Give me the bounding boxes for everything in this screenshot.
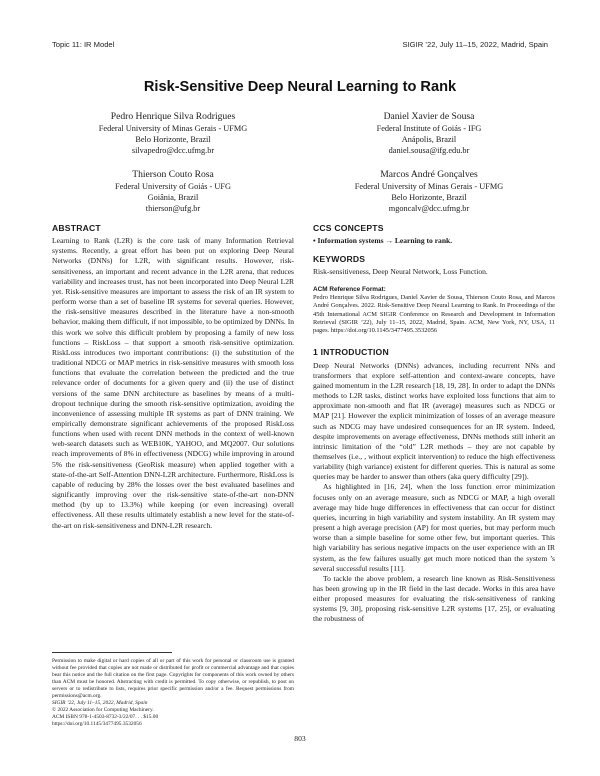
author-name: Daniel Xavier de Sousa [383,111,475,122]
conference-line: SIGIR ’22, July 11–15, 2022, Madrid, Spain [52,699,148,706]
abstract-section [52,223,294,531]
running-header-right: SIGIR ’22, July 11–15, 2022, Madrid, Spain [402,40,548,49]
author-block [309,111,549,157]
author-affiliation: Federal University of Minas Gerais - UFMG [98,124,248,133]
acm-reference [313,286,555,336]
author-block [53,169,293,215]
ccs-item: • Information systems → Learning to rank. [313,236,453,246]
intro-paragraph: To tackle the above problem, a research line known as Risk-Sensitiveness has been growing up in the IR field in the last decade. Works in this area have either proposed measures for evaluating the risk-sensitiveness of ranking systems [9, 30], proposing risk-sensitive L2R systems [17, 25], or evaluating the robustness of [313,573,555,624]
ccs-heading: CCS CONCEPTS [313,223,384,233]
author-block [309,169,549,215]
paper-title: Risk-Sensitive Deep Neural Learning to Rank [143,79,457,95]
author-location: Anápolis, Brazil [401,135,457,145]
footnote-rule [52,652,172,653]
author-name: Marcos André Gonçalves [380,169,478,180]
author-name: Pedro Henrique Silva Rodrigues [110,111,236,122]
author-block [53,111,293,157]
permission-text: Permission to make digital or hard copies of all or part of this work for personal or classroom use is granted without fee provided that copies are not made or distributed for profit or commercial advantage and that copies bear this notice and the full citation on the first page. Copyrights for components of this work owned by others than ACM must be honored. Abstracting with credit is permitted. To copy otherwise, or republish, to post on servers or to redistribute to lists, requires prior specific permission and/or a fee. Request permissions from permissions@acm.org. [52,658,294,699]
author-email[interactable]: daniel.sousa@ifg.edu.br [388,146,470,156]
author-email[interactable]: mgoncalv@dcc.ufmg.br [388,204,470,214]
copyright-line: © 2022 Association for Computing Machinery. [52,706,154,713]
author-location: Belo Horizonte, Brazil [135,135,211,145]
author-affiliation: Federal University of Goiás - UFG [115,182,231,191]
intro-paragraph: Deep Neural Networks (DNNs) advances, including recurrent NNs and transformers that explore self-attention and context-aware concepts, have gained momentum in the L2R research [18, 19, 28]. In order to adapt the DNNs methods to L2R tasks, distinct works have exploited loss functions that aim to approximate non-smooth and flat IR (average) measures such as NDCG or MAP [21]. However the explicit minimization of losses of an average measure such as NDCG may have undesired consequences for an IR system. Indeed, despite improvements on average effectiveness, DNNs methods still inherit an intrinsic limitation of the “old” L2R methods – they are not capable by themselves (i.e., , without explicit intervention) to reduce the high effectiveness variability (high variance) existent for different queries. This is natural as some queries may be harder to answer than others (aka query difficulty [29]). [313,360,555,482]
author-email[interactable]: silvapedro@dcc.ufmg.br [131,146,215,156]
author-location: Belo Horizonte, Brazil [391,193,467,203]
page-number: 803 [294,734,306,743]
intro-paragraph: As highlighted in [16, 24], when the loss function error minimization focuses only on an average measure, such as NDCG or MAP, a high overall average may hide huge differences in effectiveness that can occur for distinct queries, incurring in high variability and system instability. An IR system may present a high average precision (AP) for most queries, but may perform much worse than a simple baseline for some other few, but important queries. This high variability has serious negative impacts on the user experience with an IR system, as the few failures usually get much more noticed than the system ’s several successful results [11]. [313,482,555,573]
isbn-line: ACM ISBN 978-1-4503-8732-3/22/07. . . $15.00 [52,713,159,720]
keywords-text: Risk-sensitiveness, Deep Neural Network, Loss Function. [313,267,488,277]
intro-heading: 1 INTRODUCTION [313,347,389,358]
keywords-heading: KEYWORDS [313,254,366,265]
author-location: Goiânia, Brazil [147,193,199,203]
acm-reference-label: ACM Reference Format: [313,285,386,293]
acm-reference-text: Pedro Henrique Silva Rodrigues, Daniel Xavier de Sousa, Thierson Couto Rosa, and Marcos André Gonçalves. 2022. Risk-Sensitive Deep Neural Learning to Rank. In Proceedings of the 45th International ACM SIGIR Conference on Research and Development in Information Retrieval (SIGIR ’22), July 11–15, 2022, Madrid, Spain. ACM, New York, NY, USA, 11 pages. https://doi.org/10.1145/3477495.3532056 [313,293,555,335]
author-name: Thierson Couto Rosa [132,169,214,180]
permission-notice [52,658,294,728]
running-header-left: Topic 11: IR Model [52,40,115,49]
doi-link[interactable]: https://doi.org/10.1145/3477495.3532056 [52,720,142,727]
abstract-text: Learning to Rank (L2R) is the core task of many Information Retrieval systems. Recently, a great effort has been put on exploring Deep Neural Networks (DNNs) for L2R, with significant results. However, risk-sensitiveness, an important and recent advance in the L2R arena, that reduces variability and increases trust, has not been incorporated into Deep Neural L2R yet. Risk-sensitive measures are important to assess the risk of an IR system to perform worse than a set of baseline IR systems for several queries. However, the risk-sensitive measures described in the literature have a non-smooth behavior, making them difficult, if not impossible, to be optimized by DNNs. In this work we solve this difficult problem by proposing a family of new loss functions – RiskLoss – that support a smooth risk-sensitive optimization. RiskLoss introduces two important contributions: (i) the substitution of the traditional NDCG or MAP metrics in risk-sensitive measures with smooth loss functions that evaluate the correlation between the predicted and the true relevance order of documents for a given query and (ii) the use of distinct versions of the same DNN architecture as baselines by means of a multi-dropout technique during the smooth risk-sensitive optimization, avoiding the inconvenience of assessing multiple IR systems as part of DNN training. We empirically demonstrate significant achievements of the proposed RiskLoss functions when used with recent DNN methods in the context of well-known web-search datasets such as WEB10K, YAHOO, and MQ2007. Our solutions reach improvements of 8% in effectiveness (NDCG) while improving in around 5% the risk-sensitiveness (GeoRisk measure) when applied together with a state-of-the-art Self-Attention DNN-L2R architecture. Furthermore, RiskLoss is capable of reducing by 28% the losses over the best evaluated baselines and significantly improving over the risk-sensitive state-of-the-art non-DNN method (by up to 13.3%) while keeping (or even increasing) overall effectiveness. All these results ultimately establish a new level for the state-of-the-art on risk-sensitiveness and DNN-L2R research. [52,236,294,530]
author-affiliation: Federal Institute of Goiás - IFG [376,124,482,133]
author-affiliation: Federal University of Minas Gerais - UFMG [354,182,504,191]
right-column [313,223,555,625]
author-email[interactable]: thierson@ufg.br [145,204,201,214]
abstract-heading: ABSTRACT [52,223,101,233]
